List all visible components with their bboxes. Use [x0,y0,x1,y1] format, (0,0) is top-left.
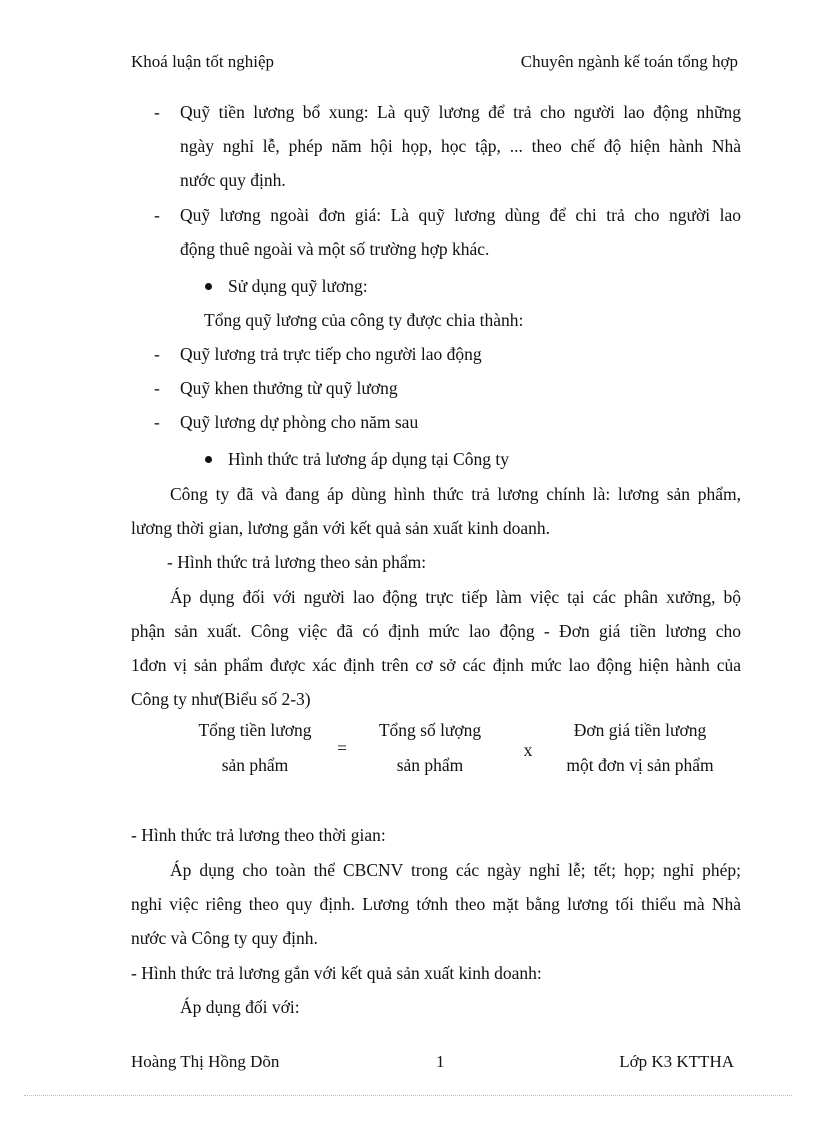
header-right: Chuyên ngành kế toán tổng hợp [520,52,738,71]
para-line: nước và Công ty quy định. [131,928,318,948]
formula-lhs-line2: sản phẩm [221,755,289,775]
dash-marker: - [154,205,160,225]
formula-rhs-line2: một đơn vị sản phẩm [566,755,714,775]
bullet-dot-icon [205,456,212,463]
formula-lhs-line1: Tổng tiền lương [198,720,312,740]
para-line: 1đơn vị sản phẩm được xác định trên cơ sở các định mức lao động hiện hành của [131,655,741,675]
time-heading: - Hình thức trả lương theo thời gian: [131,825,386,845]
page-bottom-divider [24,1095,792,1096]
total-fund-line: Tổng quỹ lương của công ty được chia thành: [204,310,524,330]
para-line: Quỹ lương ngoài đơn giá: Là quỹ lương dùng để chi trả cho người lao [180,205,741,225]
apply-to-line: Áp dụng đối với: [180,997,300,1017]
footer-author: Hoàng Thị Hồng Dõn [131,1052,280,1071]
bullet-label: Hình thức trả lương áp dụng tại Công ty [228,449,509,469]
formula-mid-line2: sản phẩm [396,755,464,775]
para-line: Công ty đã và đang áp dùng hình thức trả lương chính là: lương sản phẩm, [170,484,741,504]
result-heading: - Hình thức trả lương gắn với kết quả sản xuất kinh doanh: [131,963,542,983]
para-line: nước quy định. [180,170,286,190]
product-heading: - Hình thức trả lương theo sản phẩm: [167,552,427,572]
para-line: Áp dụng cho toàn thể CBCNV trong các ngày nghỉ lễ; tết; họp; nghỉ phép; [170,860,741,880]
list-item: Quỹ lương dự phòng cho năm sau [180,412,419,432]
footer-page-number: 1 [436,1052,445,1071]
para-line: Công ty như(Biểu số 2-3) [131,689,311,709]
dash-marker: - [154,102,160,122]
para-line: nghỉ việc riêng theo quy định. Lương tớnh theo mặt bằng lương tối thiểu mà Nhà [131,894,741,914]
dash-marker: - [154,344,160,364]
para-line: phận sản xuất. Công việc đã có định mức lao động - Đơn giá tiền lương cho [131,621,741,641]
header-left: Khoá luận tốt nghiệp [131,52,275,71]
bullet-dot-icon [205,283,212,290]
para-line: ngày nghỉ lễ, phép năm hội họp, học tập, ... theo chế độ hiện hành Nhà [180,136,741,156]
para-line: Quỹ tiền lương bổ xung: Là quỹ lương để trả cho người lao động những [180,102,741,122]
list-item: Quỹ lương trả trực tiếp cho người lao động [180,344,482,364]
dash-marker: - [154,412,160,432]
bullet-label: Sử dụng quỹ lương: [228,276,368,296]
formula-rhs-line1: Đơn giá tiền lương [573,720,707,740]
para-line: động thuê ngoài và một số trường hợp khác. [180,239,490,259]
para-line: Áp dụng đối với người lao động trực tiếp làm việc tại các phân xưởng, bộ [170,587,741,607]
formula-mid-line1: Tổng số lượng [378,720,482,740]
formula-equals: = [337,738,347,758]
footer-class: Lớp K3 KTTHA [619,1052,734,1071]
list-item: Quỹ khen thưởng từ quỹ lương [180,378,398,398]
formula-times: x [523,740,533,760]
para-line: lương thời gian, lương gắn với kết quả sản xuất kinh doanh. [131,518,551,538]
dash-marker: - [154,378,160,398]
